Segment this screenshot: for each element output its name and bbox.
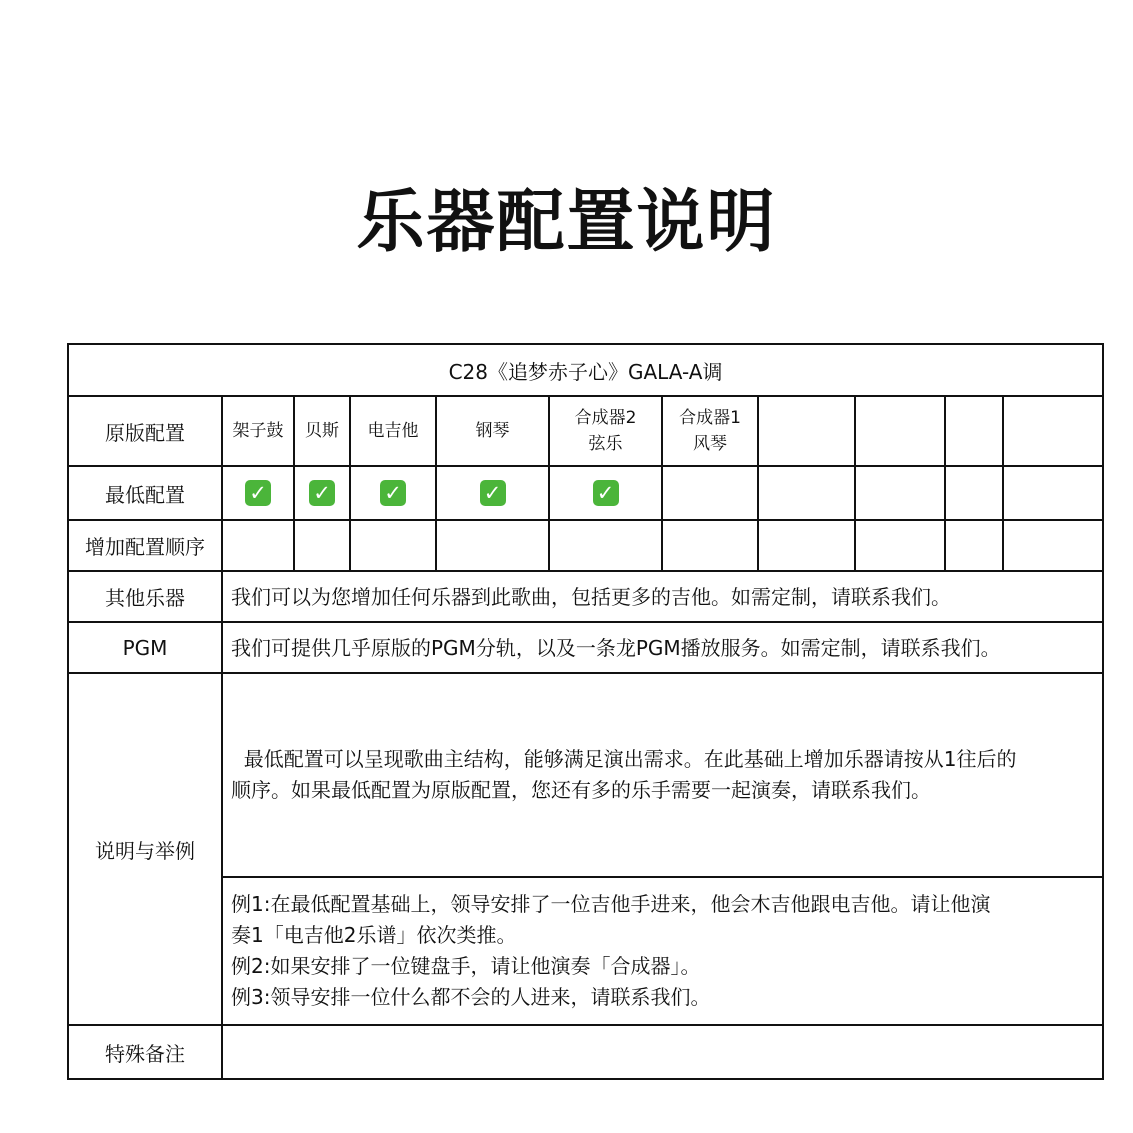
example-line: 奏1「电吉他2乐谱」依次类推。 bbox=[231, 923, 517, 947]
empty-cell bbox=[662, 520, 758, 571]
empty-cell bbox=[1003, 520, 1103, 571]
row-label-pgm: PGM bbox=[68, 622, 222, 673]
row-special-notes bbox=[68, 1025, 1103, 1079]
row-examples bbox=[68, 877, 1103, 1025]
row-label-order: 增加配置顺序 bbox=[68, 520, 222, 571]
check-icon: ✓ bbox=[245, 480, 271, 506]
row-minimum-config bbox=[68, 466, 1103, 520]
empty-cell bbox=[758, 396, 855, 466]
empty-cell bbox=[662, 466, 758, 520]
instrument-cell: 合成器1 风琴 bbox=[662, 396, 758, 466]
check-cell bbox=[222, 466, 294, 520]
example-line: 例2:如果安排了一位键盘手，请让他演奏「合成器」。 bbox=[231, 954, 701, 978]
empty-cell bbox=[549, 520, 662, 571]
check-cell bbox=[294, 466, 350, 520]
row-pgm bbox=[68, 622, 1103, 673]
special-notes-text bbox=[222, 1025, 1103, 1079]
example-line: 例1:在最低配置基础上，领导安排了一位吉他手进来，他会木吉他跟电吉他。请让他演 bbox=[231, 892, 991, 916]
row-explanation bbox=[68, 673, 1103, 877]
instrument-cell: 合成器2 弦乐 bbox=[549, 396, 662, 466]
row-add-order bbox=[68, 520, 1103, 571]
instrument-cell: 钢琴 bbox=[436, 396, 549, 466]
empty-cell bbox=[294, 520, 350, 571]
check-icon: ✓ bbox=[309, 480, 335, 506]
explanation-paragraph: 最低配置可以呈现歌曲主结构，能够满足演出需求。在此基础上增加乐器请按从1往后的 顺序。如果最低配置为原版配置，您还有多的乐手需要一起演奏，请联系我们。 bbox=[222, 673, 1103, 877]
empty-cell bbox=[350, 520, 436, 571]
instrument-cell: 电吉他 bbox=[350, 396, 436, 466]
row-original-config bbox=[68, 396, 1103, 466]
empty-cell bbox=[855, 466, 945, 520]
empty-cell bbox=[758, 520, 855, 571]
empty-cell bbox=[1003, 466, 1103, 520]
row-label-explanation: 说明与举例 bbox=[68, 673, 222, 1025]
row-label-original: 原版配置 bbox=[68, 396, 222, 466]
check-cell bbox=[350, 466, 436, 520]
check-icon: ✓ bbox=[480, 480, 506, 506]
other-instruments-text: 我们可以为您增加任何乐器到此歌曲，包括更多的吉他。如需定制，请联系我们。 bbox=[222, 571, 1103, 622]
empty-cell bbox=[855, 396, 945, 466]
empty-cell bbox=[1003, 396, 1103, 466]
row-label-minimum: 最低配置 bbox=[68, 466, 222, 520]
empty-cell bbox=[855, 520, 945, 571]
instrument-config-table bbox=[67, 343, 1104, 1080]
example-line: 例3:领导安排一位什么都不会的人进来，请联系我们。 bbox=[231, 985, 711, 1009]
empty-cell bbox=[436, 520, 549, 571]
row-label-notes: 特殊备注 bbox=[68, 1025, 222, 1079]
empty-cell bbox=[945, 396, 1003, 466]
row-other-instruments bbox=[68, 571, 1103, 622]
empty-cell bbox=[945, 520, 1003, 571]
pgm-text: 我们可提供几乎原版的PGM分轨，以及一条龙PGM播放服务。如需定制，请联系我们。 bbox=[222, 622, 1103, 673]
page-title: 乐器配置说明 bbox=[356, 183, 777, 262]
table-header: C28《追梦赤子心》GALA-A调 bbox=[68, 344, 1103, 396]
check-icon: ✓ bbox=[380, 480, 406, 506]
empty-cell bbox=[222, 520, 294, 571]
empty-cell bbox=[758, 466, 855, 520]
check-cell bbox=[549, 466, 662, 520]
check-cell bbox=[436, 466, 549, 520]
instrument-cell: 贝斯 bbox=[294, 396, 350, 466]
row-label-other: 其他乐器 bbox=[68, 571, 222, 622]
empty-cell bbox=[945, 466, 1003, 520]
instrument-cell: 架子鼓 bbox=[222, 396, 294, 466]
examples-block bbox=[222, 877, 1103, 1025]
check-icon: ✓ bbox=[593, 480, 619, 506]
